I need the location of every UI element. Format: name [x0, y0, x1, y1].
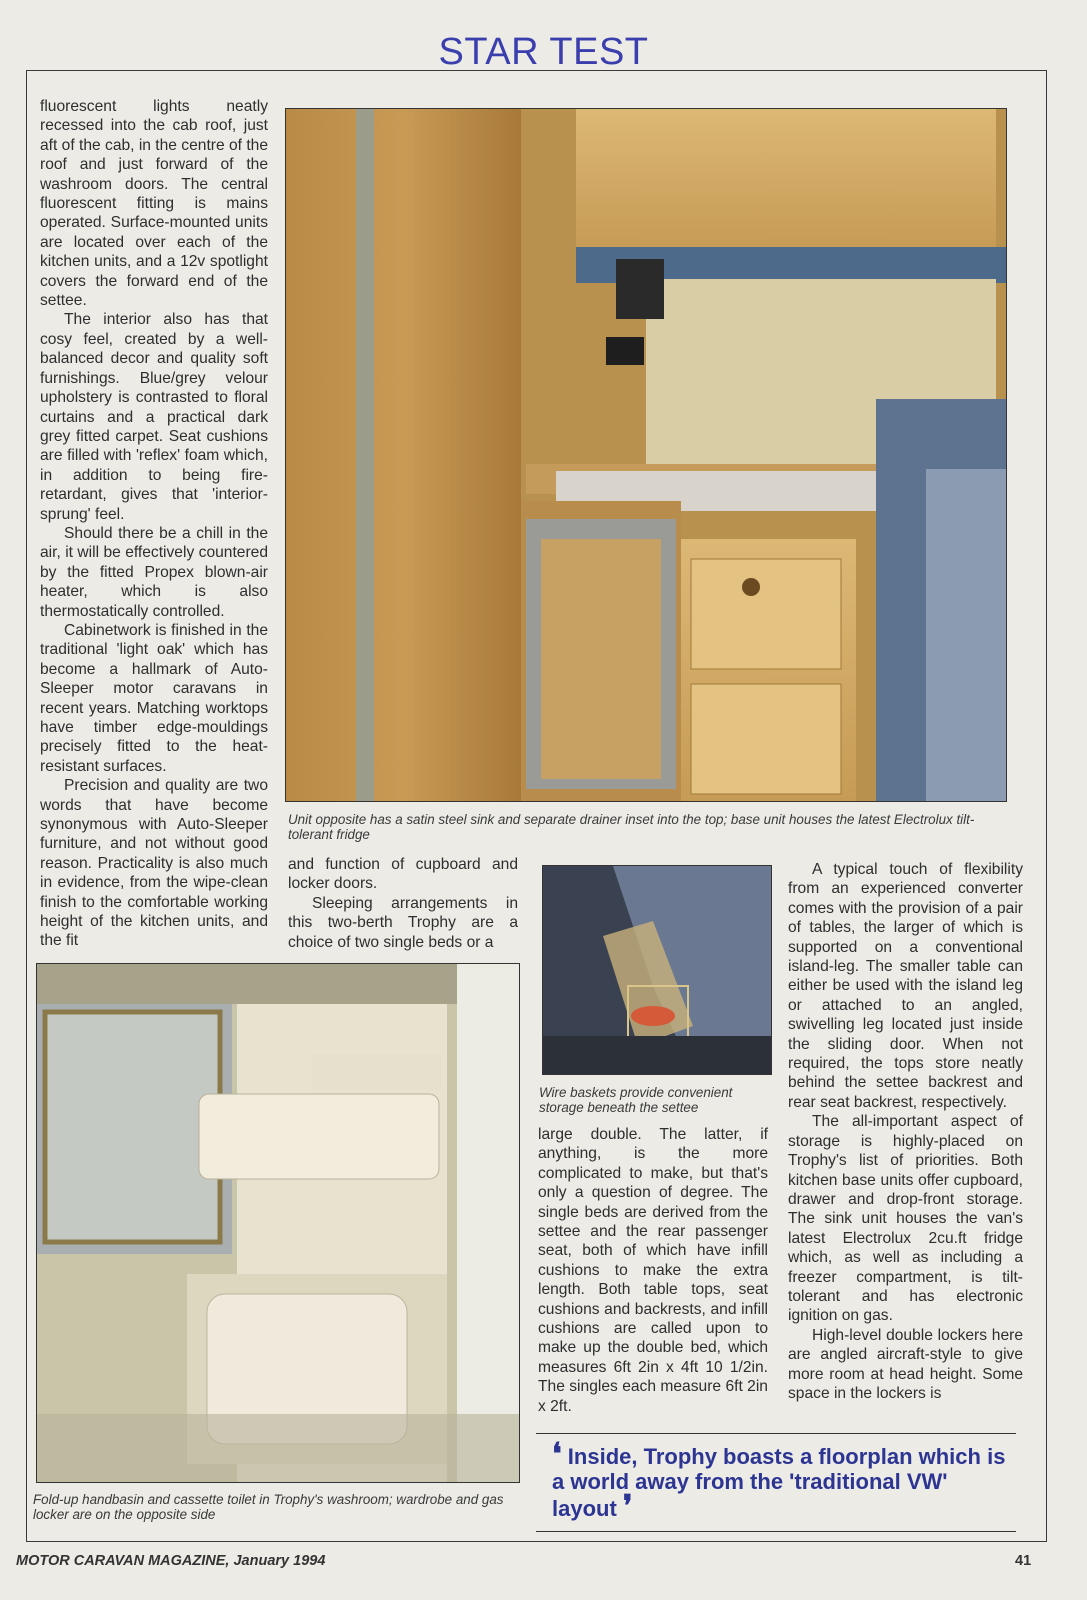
middle-column-top	[288, 855, 518, 952]
left-column	[40, 97, 268, 951]
section-header: STAR TEST	[438, 31, 649, 73]
middle-column-bottom	[538, 1125, 768, 1416]
quote-open-mark: ❛	[552, 1438, 562, 1471]
paragraph: A typical touch of flexibility from an experienced converter comes with the provision of a pair of tables, the larger of which is supported on a conventional island-leg. The smaller table can either be used with the island leg or attached to an angled, swivelling leg located just inside the sliding door. When not required, the tops store neatly behind the settee backrest and rear seat backrest, respectively.	[788, 861, 1023, 1111]
paragraph: The all-important aspect of storage is highly-placed on Trophy's list of priorities. Both kitchen base units offer cupboard, drawer and drop-front storage. The sink unit houses the van's latest Electrolux 2cu.ft fridge which, as well as including a freezer compartment, is tilt-tolerant and has electronic ignition on gas.	[788, 1113, 1023, 1325]
washroom-caption: Fold-up handbasin and cassette toilet in Trophy's washroom; wardrobe and gas locker are on the opposite side	[33, 1492, 504, 1522]
quote-close-mark: ❜	[622, 1490, 633, 1523]
paragraph: Should there be a chill in the air, it will be effectively countered by the fitted Propex blown-air heater, which is also thermostatically controlled.	[40, 524, 268, 620]
paragraph: Sleeping arrangements in this two-berth Trophy are a choice of two single beds or a	[288, 894, 518, 951]
paragraph: and function of cupboard and locker doors.	[288, 856, 518, 893]
paragraph: Precision and quality are two words that have become synonymous with Auto-Sleeper furniture, and not without good reason. Practicality is also much in evidence, from the wipe-clean finish to the comfortable working height of the kitchen units, and the fit	[40, 777, 268, 950]
footer-magazine: MOTOR CARAVAN MAGAZINE, January 1994	[16, 1553, 326, 1569]
pull-quote	[536, 1433, 1016, 1532]
pull-quote-text: Inside, Trophy boasts a floorplan which is a world away from the 'traditional VW' layout	[552, 1444, 1006, 1521]
washroom-photo	[36, 963, 520, 1483]
paragraph: High-level double lockers here are angled aircraft-style to give more room at head height. Some space in the lockers is	[788, 1326, 1023, 1402]
paragraph: The interior also has that cosy feel, created by a well-balanced decor and quality soft furnishings. Blue/grey velour upholstery is contrasted to floral curtains and a practical dark grey fitted carpet. Seat cushions are filled with 'reflex' foam which, in addition to being fire-retardant, gives that 'interior-sprung' feel.	[40, 311, 268, 523]
kitchen-photo	[285, 108, 1007, 802]
paragraph: fluorescent lights neatly recessed into the cab roof, just aft of the cab, in the centre of the roof and just forward of the washroom doors. The central fluorescent fitting is mains operated. Surface-mounted units are located over each of the kitchen units, and a 12v spotlight covers the forward end of the settee.	[40, 98, 268, 310]
right-column	[788, 860, 1023, 1403]
baskets-caption: Wire baskets provide convenient storage beneath the settee	[539, 1085, 733, 1115]
paragraph: large double. The latter, if anything, is the more complicated to make, but that's only a question of degree. The single beds are derived from the settee and the rear passenger seat, both of which have infill cushions to make the extra length. Both table tops, seat cushions and backrests, and infill cushions are called upon to make up the double bed, which measures 6ft 2in x 4ft 10 1/2in. The singles each measure 6ft 2in x 2ft.	[538, 1126, 768, 1415]
paragraph: Cabinetwork is finished in the traditional 'light oak' which has become a hallmark of Auto-Sleeper motor caravans in recent years. Matching worktops have timber edge-mouldings precisely fitted to the heat-resistant surfaces.	[40, 621, 268, 775]
kitchen-caption: Unit opposite has a satin steel sink and separate drainer inset into the top; base unit houses the latest Electrolux tilt-tolerant fridge	[288, 812, 975, 842]
page-number: 41	[1015, 1553, 1032, 1569]
baskets-photo	[542, 865, 772, 1075]
